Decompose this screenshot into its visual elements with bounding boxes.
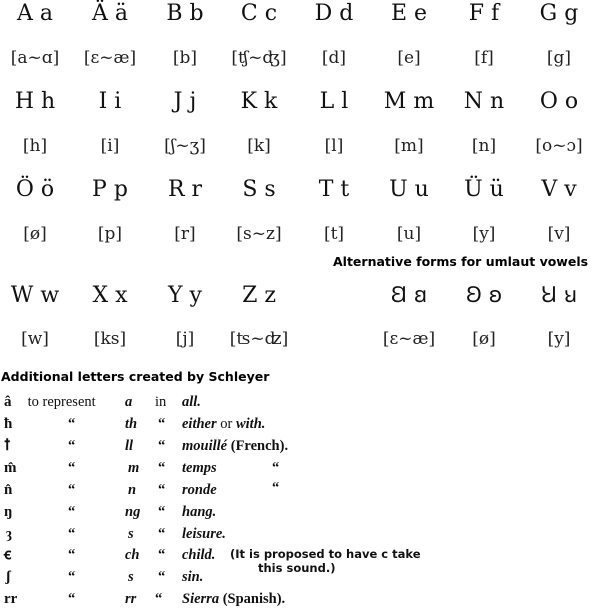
special-letter: â	[4, 394, 12, 410]
letter-a: A a	[17, 1, 53, 26]
letter-f: F f	[468, 1, 500, 26]
ipa-m: [m]	[394, 136, 424, 156]
ipa-u-umlaut: [y]	[472, 224, 496, 244]
ditto-mark: “	[68, 591, 76, 607]
ipa-b: [b]	[172, 48, 198, 68]
ipa-c: [ʧ~ʤ]	[231, 48, 287, 68]
ipa-k: [k]	[247, 136, 271, 156]
special-letter: ꞓ	[4, 547, 12, 563]
ipa-g: [g]	[546, 48, 572, 68]
ipa-t: [t]	[323, 224, 345, 244]
ipa-o: [o~ɔ]	[535, 136, 583, 156]
special-letter: m̂	[4, 460, 17, 476]
alt-ipa-o-umlaut: [ø]	[472, 329, 496, 349]
row-source: rr	[125, 591, 137, 607]
letter-y: Y y	[168, 283, 202, 308]
special-letter: ŋ	[4, 504, 13, 520]
ditto-mark: “	[158, 438, 166, 454]
letter-p: P p	[92, 177, 128, 202]
row-example: hang.	[182, 504, 217, 520]
letter-o: O o	[539, 89, 579, 114]
umlaut-alternatives-heading: Alternative forms for umlaut vowels	[333, 254, 589, 269]
ipa-v: [v]	[547, 224, 571, 244]
letter-t: T t	[318, 177, 350, 202]
ipa-p: [p]	[97, 224, 123, 244]
ipa-n: [n]	[471, 136, 497, 156]
special-letter: ȝ	[6, 526, 12, 542]
ipa-d: [d]	[321, 48, 347, 68]
additional-row	[4, 393, 96, 411]
ditto-mark: “	[158, 569, 166, 585]
letter-w: W w	[10, 283, 60, 308]
row-connector: in	[155, 394, 167, 410]
row-source: ng	[125, 504, 141, 520]
ipa-w: [w]	[21, 329, 49, 349]
ipa-l: [l]	[324, 136, 344, 156]
row-lead: to represent	[27, 394, 96, 410]
ditto-mark: “	[68, 416, 76, 432]
letter-d: D d	[314, 1, 354, 26]
letter-j: J j	[173, 89, 197, 114]
row-source: th	[125, 416, 138, 432]
letter-v: V v	[541, 177, 577, 202]
ditto-mark: “	[68, 482, 76, 498]
row-example: all.	[182, 394, 201, 410]
letter-x: X x	[92, 283, 128, 308]
ditto-mark: “	[158, 416, 166, 432]
row-example: child.	[182, 547, 216, 563]
letter-o-umlaut: Ö ö	[15, 177, 55, 202]
ipa-f: [f]	[474, 48, 494, 68]
letter-u: U u	[389, 177, 429, 202]
ipa-j: [ʃ~ʒ]	[164, 136, 206, 156]
ipa-x: [ks]	[93, 329, 127, 349]
letter-c: C c	[240, 1, 278, 26]
row-example: ronde	[182, 482, 217, 498]
row-example: leisure.	[182, 526, 226, 542]
row-source: n	[128, 482, 137, 498]
ditto-mark: “	[158, 482, 166, 498]
ipa-e: [e]	[397, 48, 421, 68]
row-source: m	[128, 460, 140, 476]
letter-s: S s	[242, 177, 276, 202]
additional-letters-heading: Additional letters created by Schleyer	[1, 369, 270, 384]
row-example: mouillé (French).	[182, 438, 289, 454]
special-letter: ʃ	[6, 569, 11, 585]
letter-k: K k	[240, 89, 278, 114]
alt-letter-u-umlaut: Ꞟ ꞟ	[540, 283, 578, 308]
row-example: either or with.	[182, 416, 266, 432]
letter-u-umlaut: Ü ü	[464, 177, 504, 202]
ditto-mark: “	[68, 526, 76, 542]
row-example: sin.	[182, 569, 204, 585]
ipa-o-umlaut: [ø]	[23, 224, 47, 244]
row-source: s	[128, 526, 134, 542]
letter-e: E e	[390, 1, 428, 26]
alt-ipa-u-umlaut: [y]	[547, 329, 571, 349]
special-letter: n̂	[4, 482, 13, 498]
ipa-a: [a~ɑ]	[10, 48, 60, 68]
row-note: (It is proposed to have c take	[230, 547, 421, 561]
ditto-mark: “	[272, 480, 280, 496]
alt-letter-a-umlaut: Ꞛ ꞛ	[390, 283, 428, 308]
letter-i: I i	[98, 89, 122, 114]
ditto-mark: “	[68, 504, 76, 520]
letter-a-umlaut: Ä ä	[92, 1, 128, 26]
ditto-mark: “	[158, 460, 166, 476]
letter-z: Z z	[242, 283, 276, 308]
ditto-mark: “	[158, 526, 166, 542]
row-example: Sierra (Spanish).	[182, 591, 286, 607]
row-source: ll	[125, 438, 134, 454]
ditto-mark: “	[68, 460, 76, 476]
ditto-mark: “	[158, 504, 166, 520]
special-letter: rr	[4, 591, 18, 607]
letter-n: N n	[463, 89, 505, 114]
ipa-r: [r]	[174, 224, 196, 244]
letter-g: G g	[539, 1, 579, 26]
row-source: ch	[125, 547, 140, 563]
row-example: temps	[182, 460, 217, 476]
row-source: a	[125, 394, 133, 410]
ditto-mark: “	[272, 460, 280, 476]
row-source: s	[128, 569, 134, 585]
letter-h: H h	[14, 89, 56, 114]
ditto-mark: “	[68, 569, 76, 585]
ditto-mark: “	[158, 547, 166, 563]
ipa-z: [ʦ~ʣ]	[229, 329, 289, 349]
ditto-mark: “	[155, 591, 163, 607]
letter-l: L l	[319, 89, 349, 114]
ipa-i: [i]	[100, 136, 120, 156]
ipa-h: [h]	[22, 136, 48, 156]
letter-b: B b	[166, 1, 204, 26]
ipa-s: [s~z]	[236, 224, 282, 244]
alt-ipa-a-umlaut: [ɛ~æ]	[382, 329, 436, 349]
ipa-a-umlaut: [ɛ~æ]	[83, 48, 137, 68]
alt-letter-o-umlaut: Ꞝ ꞝ	[465, 283, 503, 308]
ditto-mark: “	[68, 547, 76, 563]
ditto-mark: “	[68, 438, 76, 454]
special-letter: ħ	[4, 416, 13, 432]
ipa-u: [u]	[396, 224, 422, 244]
row-note-continued: this sound.)	[258, 561, 336, 575]
special-letter: ꝉ	[4, 438, 11, 454]
letter-r: R r	[167, 177, 203, 202]
letter-m: M m	[383, 89, 435, 114]
ipa-y: [j]	[175, 329, 195, 349]
